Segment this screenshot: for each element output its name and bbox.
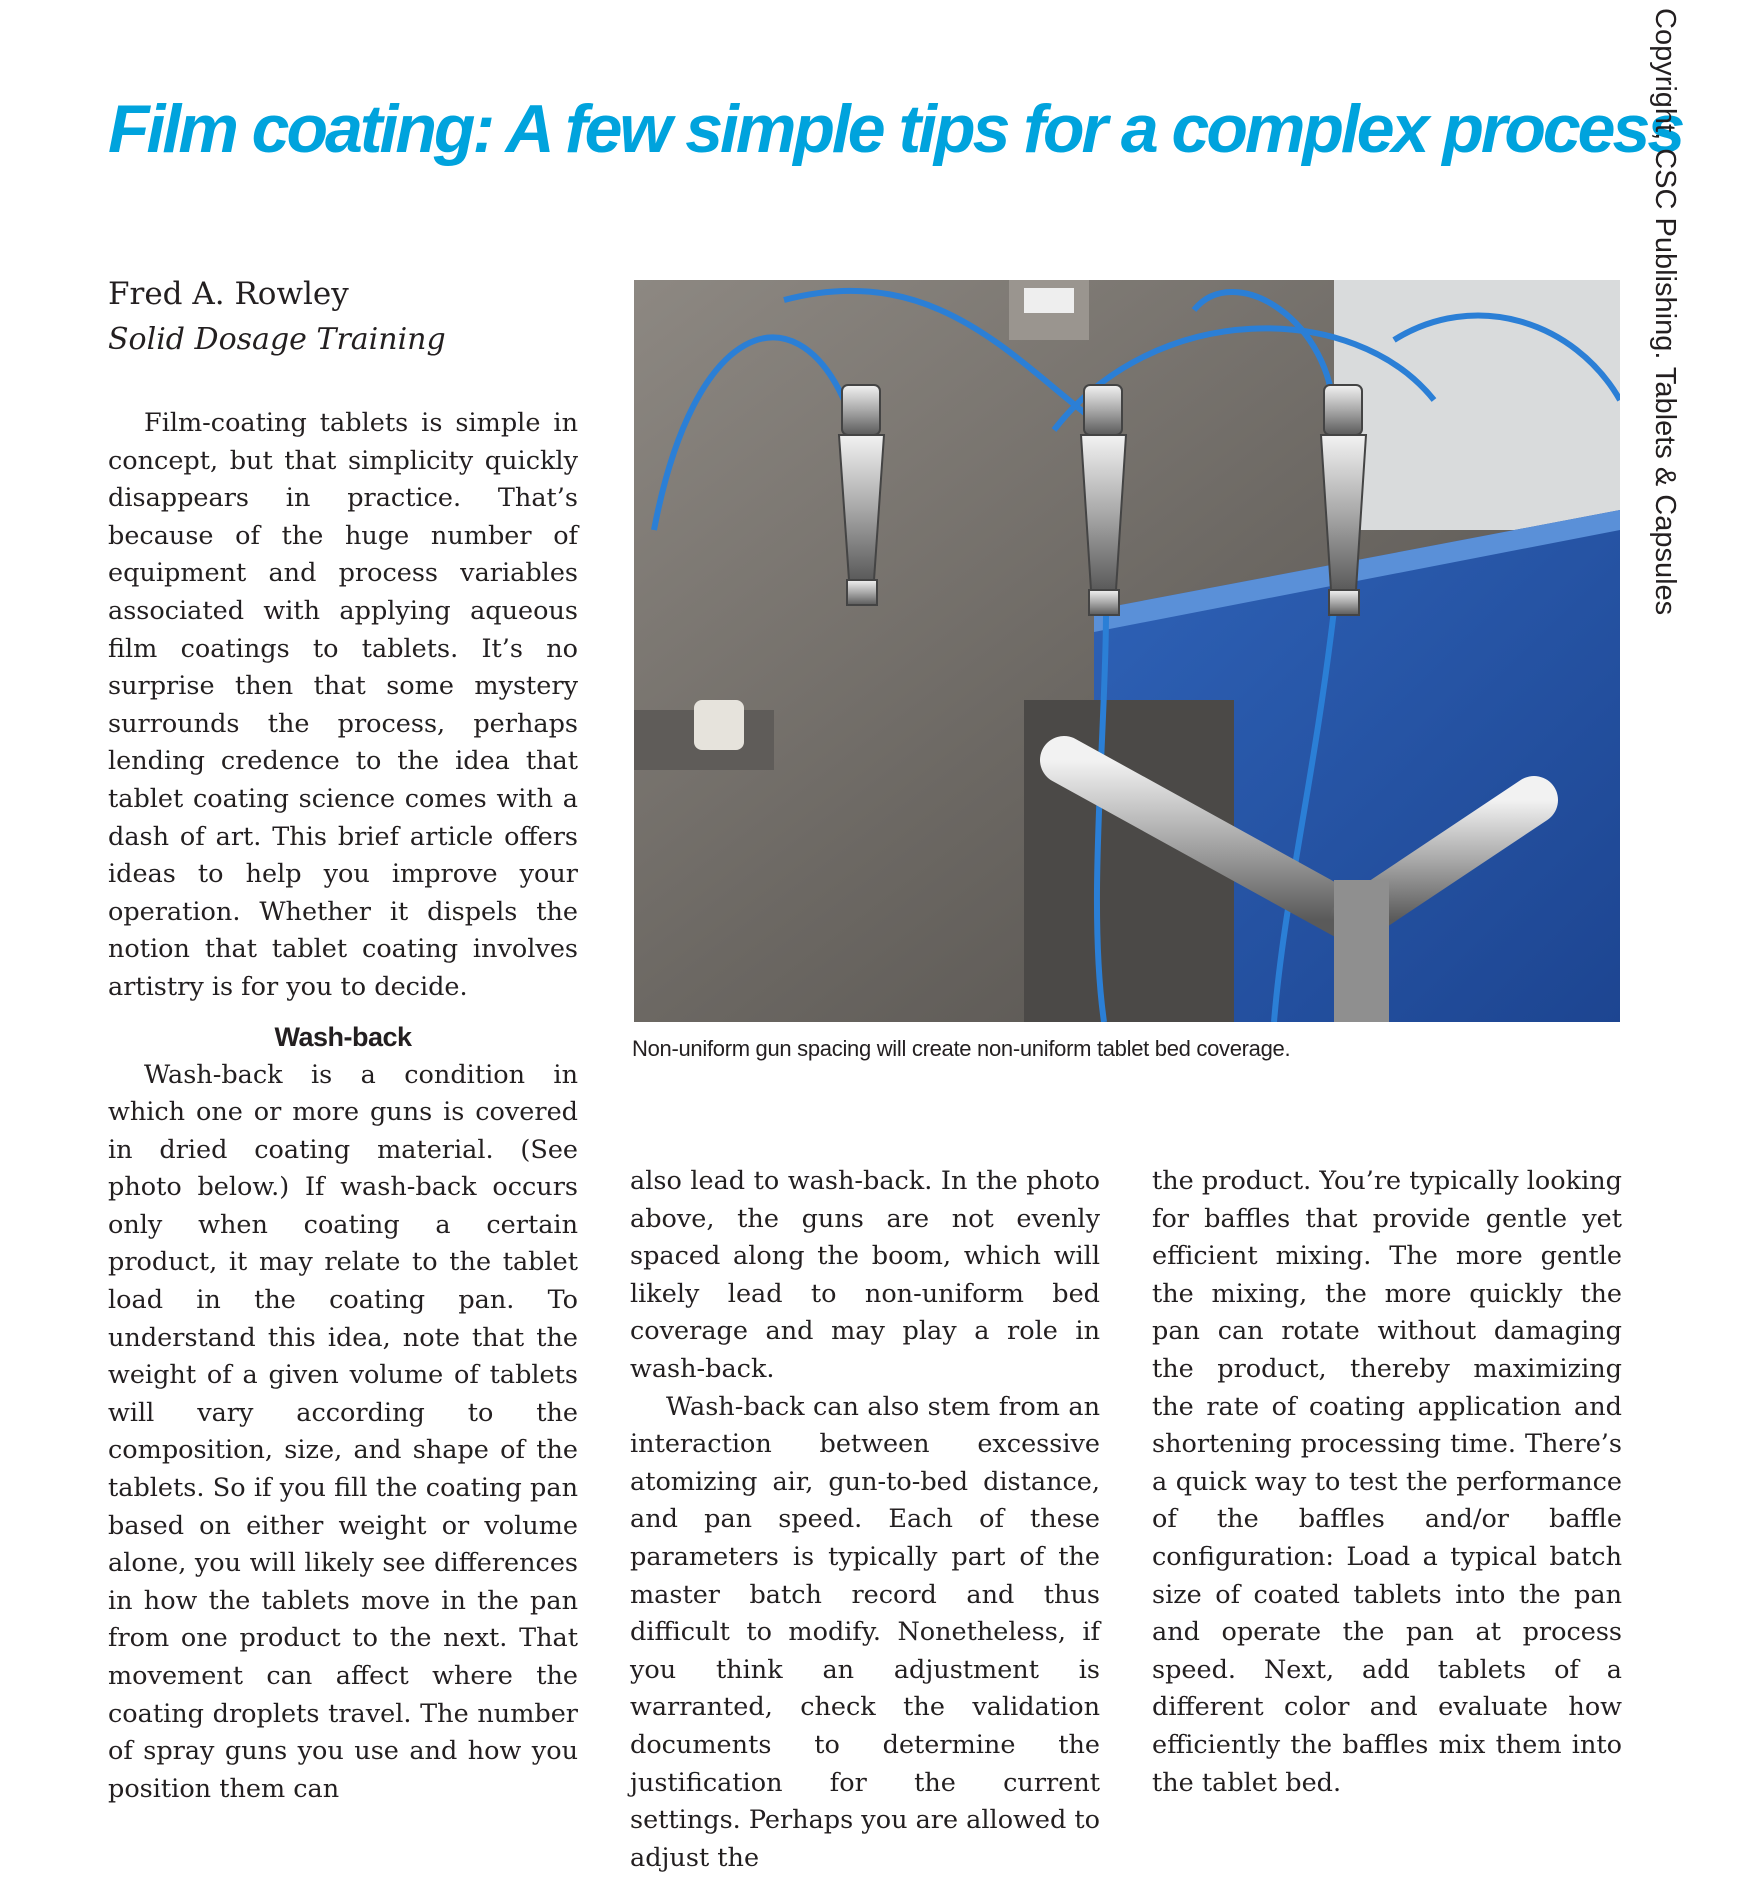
column-2 bbox=[630, 1163, 1100, 1877]
copyright-notice: Copyright, CSC Publishing. Tablets & Capsules bbox=[1649, 8, 1681, 616]
intro-paragraph: Film-coating tablets is simple in concept, but that simplicity quickly disappears in practice. That’s because of the huge number of equipment and process variables associated with applying aqueous film coatings to tablets. It’s no surprise then that some mystery surrounds the process, perhaps lending credence to the idea that tablet coating science comes with a dash of art. This brief article offers ideas to help you improve your operation. Whether it dispels the notion that tablet coating involves artistry is for you to decide. bbox=[108, 408, 578, 1002]
section-heading: Wash-back bbox=[274, 1021, 412, 1052]
column-2-paragraph-2: Wash-back can also stem from an interaction between excessive atomizing air, gun-to-bed distance, and pan speed. Each of these parameters is typically part of the master batch record and thus difficult to modify. Nonetheless, if you think an adjustment is warranted, check the validation documents to determine the justification for the current settings. Perhaps you are allowed to adjust the bbox=[630, 1391, 1100, 1873]
column-1 bbox=[108, 405, 578, 1808]
column-3-paragraph-1: the product. You’re typically looking for baffles that provide gentle yet efficient mixing. The more gentle the mixing, the more quickly the pan can rotate without damaging the product, thereby maximizing the rate of coating application and shortening processing time. There’s a quick way to test the performance of the baffles and/or baffle configuration: Load a typical batch size of coated tablets into the pan and operate the pan at process speed. Next, add tablets of a different color and evaluate how efficiently the baffles mix them into the tablet bed. bbox=[1152, 1166, 1622, 1798]
article-title: Film coating: A few simple tips for a complex process bbox=[108, 91, 1683, 167]
author-affiliation: Solid Dosage Training bbox=[108, 322, 446, 357]
washback-paragraph: Wash-back is a condition in which one or more guns is covered in dried coating material. (See photo below.) If wash-back occurs only when coating a certain product, it may relate to the tablet load in the coating pan. To understand this idea, note that the weight of a given volume of tablets will vary according to the composition, size, and shape of the tablets. So if you fill the coating pan based on either weight or volume alone, you will likely see differences in how the tablets move in the pan from one product to the next. That movement can affect where the coating droplets travel. The number of spray guns you use and how you position them can bbox=[108, 1059, 578, 1804]
author-name: Fred A. Rowley bbox=[108, 276, 349, 312]
spray-gun-photo bbox=[634, 280, 1620, 1022]
column-3 bbox=[1152, 1163, 1622, 1802]
photo-caption: Non-uniform gun spacing will create non-uniform tablet bed coverage. bbox=[632, 1036, 1291, 1061]
column-2-paragraph-1: also lead to wash-back. In the photo above, the guns are not evenly spaced along the boom, which will likely lead to non-uniform bed coverage and may play a role in wash-back. bbox=[630, 1166, 1100, 1384]
spray-gun-illustration bbox=[634, 280, 1620, 1022]
